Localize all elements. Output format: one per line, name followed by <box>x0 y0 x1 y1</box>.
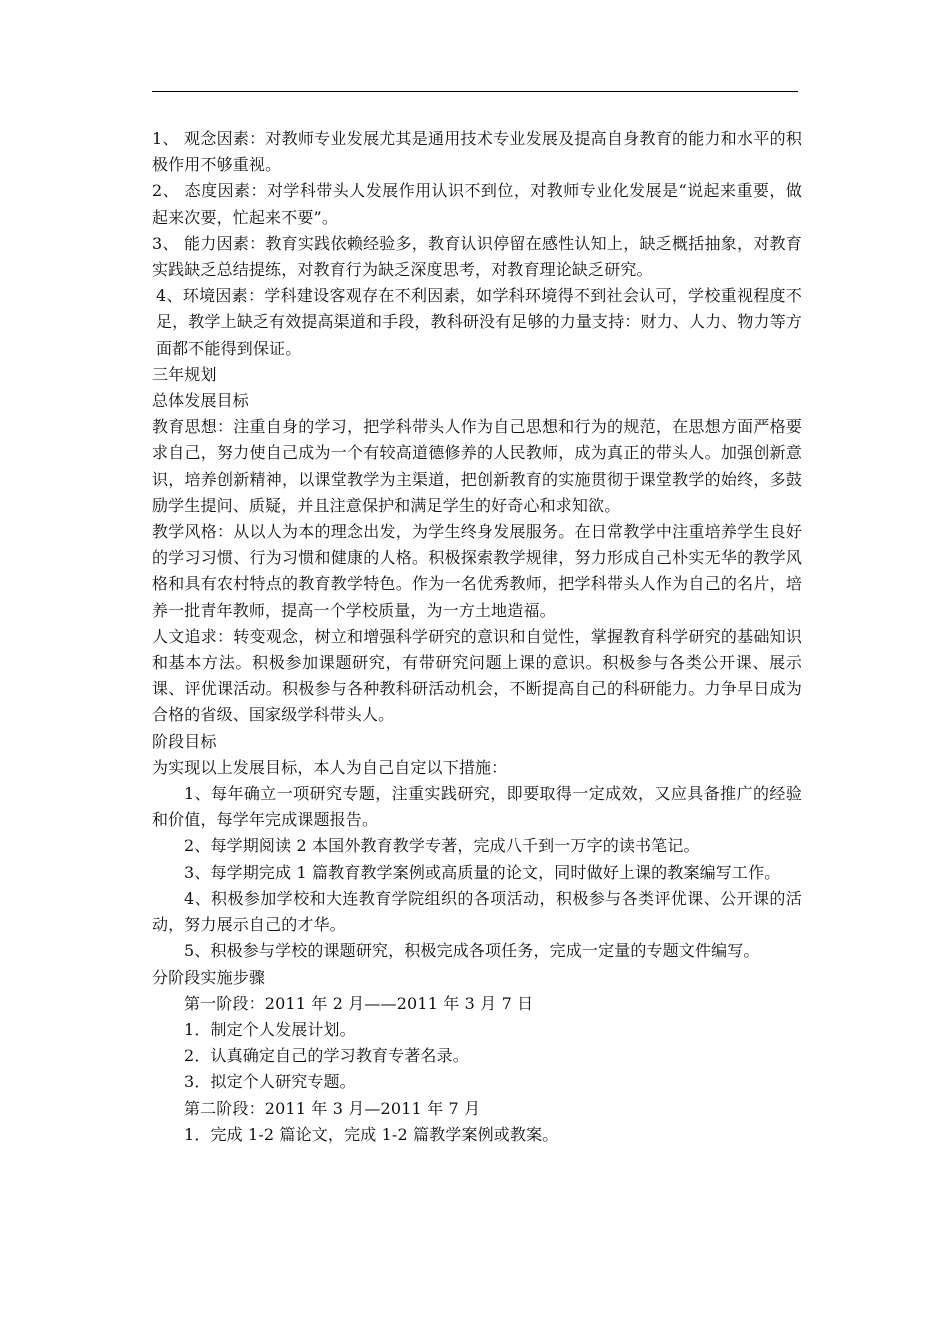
paragraph-humanistic-pursuit: 人文追求：转变观念，树立和增强科学研究的意识和自觉性，掌握教育科学研究的基础知识和基本方法。积极参加课题研究，有带研究问题上课的意识。积极参与各类公开课、展示课、评优课活动。积极参与各种教科研活动机会，不断提高自己的科研能力。力争早日成为合格的省级、国家级学科带头人。 <box>152 626 802 725</box>
paragraph-attitude-factor: 2、 态度因素：对学科带头人发展作用认识不到位，对教师专业化发展是“说起来重要，做起来次要，忙起来不要”。 <box>152 181 802 227</box>
paragraph-concept-factor: 1、 观念因素：对教师专业发展尤其是通用技术专业发展及提高自身教育的能力和水平的积极作用不够重视。 <box>152 129 802 175</box>
list-item-measure-1: 1、每年确立一项研究专题，注重实践研究，即要取得一定成效，又应具备推广的经验和价值，每学年完成课题报告。 <box>152 784 802 830</box>
list-item-measure-3: 3、每学期完成 1 篇教育教学案例或高质量的论文，同时做好上课的教案编写工作。 <box>184 862 781 882</box>
header-rule <box>152 91 798 92</box>
stage-1-title: 第一阶段：2011 年 2 月——2011 年 3 月 7 日 <box>184 993 534 1013</box>
paragraph-teaching-style: 教学风格：从以人为本的理念出发，为学生终身发展服务。在日常教学中注重培养学生良好的学习习惯、行为习惯和健康的人格。积极探索教学规律，努力形成自己朴实无华的教学风格和具有农村特点的教育教学特色。作为一名优秀教师，把学科带头人作为自己的名片，培养一批青年教师，提高一个学校质量，为一方土地造福。 <box>152 522 802 620</box>
paragraph-education-thought: 教育思想：注重自身的学习，把学科带头人作为自己思想和行为的规范，在思想方面严格要求自己，努力使自己成为一个有较高道德修养的人民教师，成为真正的带头人。加强创新意识，培养创新精神，以课堂教学为主渠道，把创新教育的实施贯彻于课堂教学的始终，多鼓励学生提问、质疑，并且注意保护和满足学生的好奇心和求知欲。 <box>152 417 802 515</box>
stage-1-step-3: 3．拟定个人研究专题。 <box>184 1072 356 1092</box>
stage-2-step-1: 1．完成 1-2 篇论文，完成 1-2 篇教学案例或教案。 <box>184 1124 559 1144</box>
heading-implementation-steps: 分阶段实施步骤 <box>152 967 266 987</box>
stage-1-step-1: 1．制定个人发展计划。 <box>184 1019 356 1039</box>
stage-2-title: 第二阶段：2011 年 3 月—2011 年 7 月 <box>184 1098 481 1118</box>
list-item-measure-4: 4、积极参加学校和大连教育学院组织的各项活动，积极参与各类评优课、公开课的活动，努力展示自己的才华。 <box>152 888 802 935</box>
list-item-measure-2: 2、每学期阅读 2 本国外教育教学专著，完成八千到一万字的读书笔记。 <box>184 836 700 856</box>
paragraph-measures-intro: 为实现以上发展目标，本人为自己自定以下措施： <box>152 757 508 777</box>
document-body <box>152 126 802 1148</box>
list-item-measure-5: 5、积极参与学校的课题研究，积极完成各项任务，完成一定量的专题文件编写。 <box>184 941 760 961</box>
paragraph-ability-factor: 3、 能力因素：教育实践依赖经验多，教育认识停留在感性认知上，缺乏概括抽象，对教育实践缺乏总结提练，对教育行为缺乏深度思考，对教育理论缺乏研究。 <box>152 233 802 280</box>
heading-stage-goal: 阶段目标 <box>152 731 217 751</box>
heading-overall-goal: 总体发展目标 <box>152 391 249 411</box>
paragraph-environment-factor: 4、环境因素：学科建设客观存在不利因素，如学科环境得不到社会认可，学校重视程度不足，教学上缺乏有效提高渠道和手段，教科研没有足够的力量支持：财力、人力、物力等方面都不能得到保证。 <box>156 286 803 358</box>
stage-1-step-2: 2．认真确定自己的学习教育专著名录。 <box>184 1046 469 1066</box>
heading-three-year-plan: 三年规划 <box>152 364 217 384</box>
